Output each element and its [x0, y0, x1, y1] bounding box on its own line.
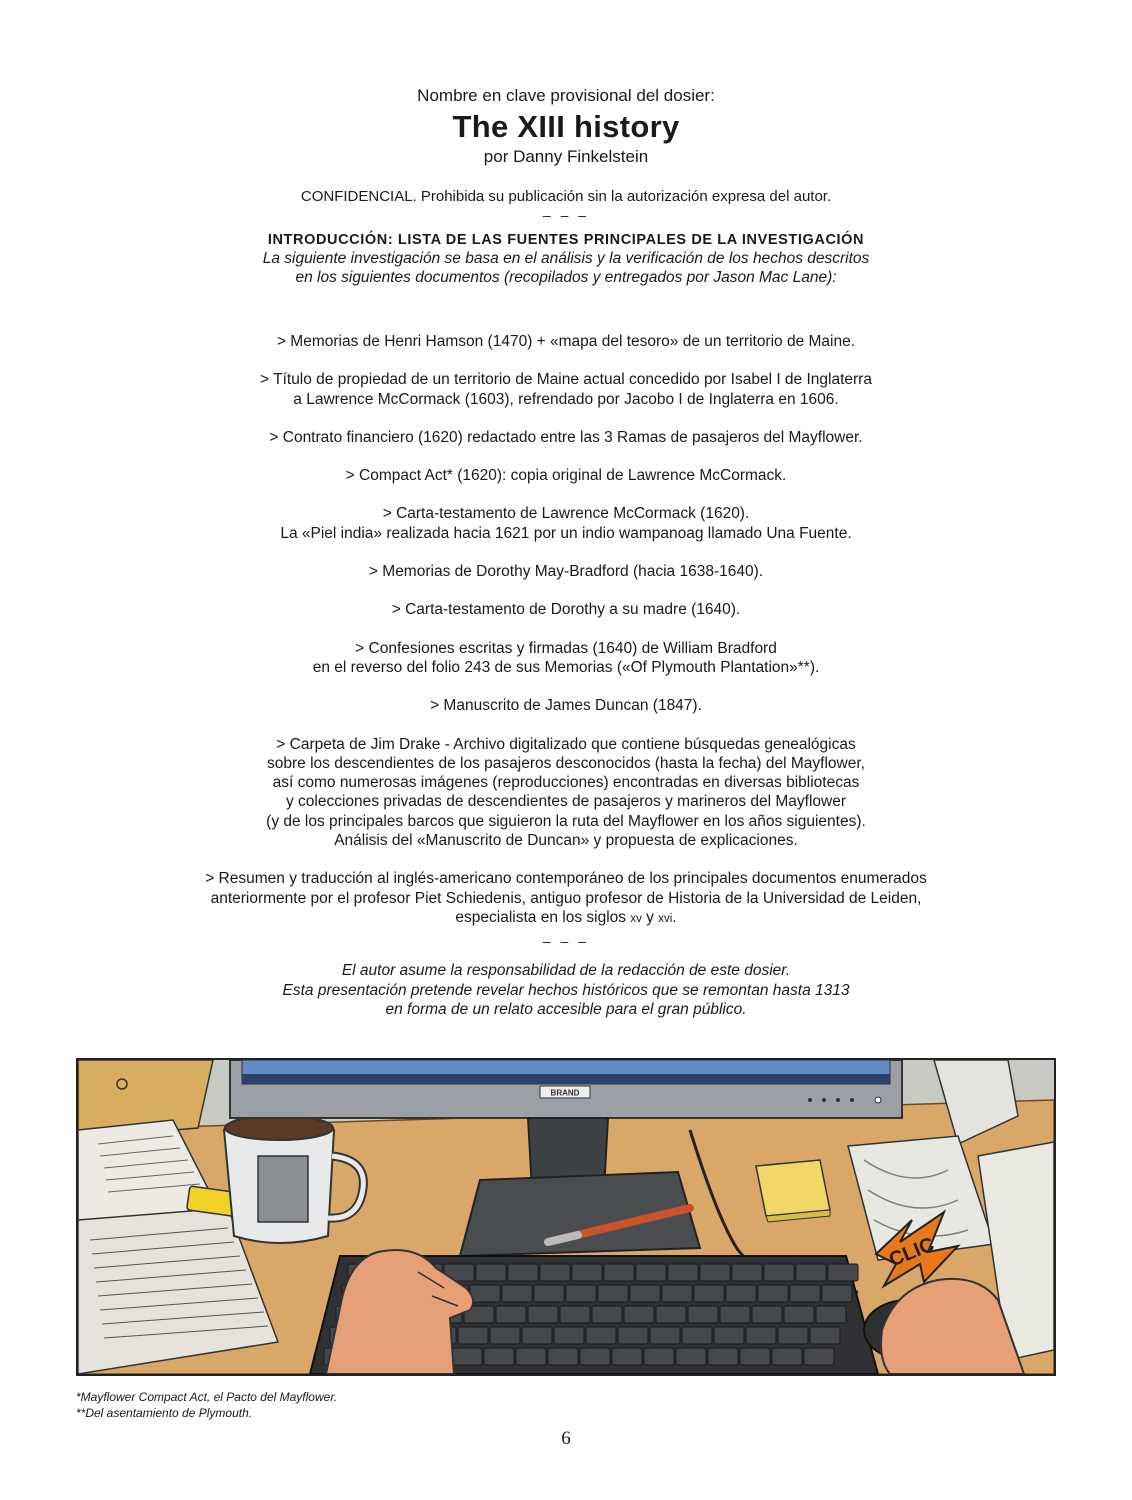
- keyboard-key: [560, 1306, 590, 1323]
- keyboard-key: [688, 1306, 718, 1323]
- keyboard-key: [534, 1285, 564, 1302]
- taskbar: [242, 1074, 890, 1084]
- keyboard-key: [586, 1327, 616, 1344]
- source-line: > Carpeta de Jim Drake - Archivo digitalizado que contiene búsquedas genealógicas: [276, 735, 856, 753]
- keyboard-key: [772, 1348, 802, 1365]
- source-line: Análisis del «Manuscrito de Duncan» y propuesta de explicaciones.: [334, 832, 798, 850]
- source-item: [0, 869, 1132, 929]
- keyboard-key: [458, 1327, 488, 1344]
- keyboard-key: [624, 1306, 654, 1323]
- keyboard-key: [612, 1348, 642, 1365]
- source-text: .: [672, 908, 677, 926]
- source-line: > Contrato financiero (1620) redactado entre las 3 Ramas de pasajeros del Mayflower.: [269, 428, 863, 446]
- source-line: > Confesiones escritas y firmadas (1640) de William Bradford: [355, 639, 777, 657]
- keyboard-key: [804, 1348, 834, 1365]
- keyboard-key: [656, 1306, 686, 1323]
- keyboard-key: [784, 1306, 814, 1323]
- keyboard-key: [822, 1285, 852, 1302]
- keyboard-key: [598, 1285, 628, 1302]
- keyboard-key: [522, 1327, 552, 1344]
- keyboard-key: [828, 1264, 858, 1281]
- keyboard-key: [508, 1264, 538, 1281]
- keyboard-key: [580, 1348, 610, 1365]
- keyboard-key: [516, 1348, 546, 1365]
- century-xv: xv: [630, 912, 642, 925]
- keyboard-key: [470, 1285, 500, 1302]
- keyboard-key: [548, 1348, 578, 1365]
- dossier-byline: por Danny Finkelstein: [483, 147, 649, 166]
- keyboard-key: [566, 1285, 596, 1302]
- source-line: La «Piel india» realizada hacia 1621 por un indio wampanoag llamado Una Fuente.: [280, 524, 852, 542]
- source-line: (y de los principales barcos que siguieron la ruta del Mayflower en los años siguientes).: [266, 812, 866, 830]
- source-line: > Memorias de Henri Hamson (1470) + «mapa del tesoro» de un territorio de Maine.: [276, 333, 856, 350]
- monitor-button: [822, 1098, 826, 1102]
- keyboard-key: [700, 1264, 730, 1281]
- keyboard-key: [592, 1306, 622, 1323]
- keyboard-key: [752, 1306, 782, 1323]
- source-item: [0, 332, 1132, 351]
- keyboard-key: [746, 1327, 776, 1344]
- keyboard-key: [604, 1264, 634, 1281]
- keyboard-key: [650, 1327, 680, 1344]
- source-item: [0, 466, 1132, 485]
- intro-heading: INTRODUCCIÓN: LISTA DE LAS FUENTES PRINCIPALES DE LA INVESTIGACIÓN: [267, 232, 865, 248]
- keyboard-key: [502, 1285, 532, 1302]
- keyboard-key: [726, 1285, 756, 1302]
- keyboard-key: [740, 1348, 770, 1365]
- monitor-brand: BRAND: [550, 1088, 580, 1098]
- keyboard-key: [708, 1348, 738, 1365]
- keyboard-key: [490, 1327, 520, 1344]
- document-body: [0, 84, 1132, 1019]
- source-line: > Memorias de Dorothy May-Bradford (hacia 1638-1640).: [368, 563, 764, 581]
- keyboard-key: [644, 1348, 674, 1365]
- keyboard-key: [540, 1264, 570, 1281]
- keyboard-key: [636, 1264, 666, 1281]
- keyboard-key: [618, 1327, 648, 1344]
- sticky-notes: [756, 1160, 830, 1216]
- mug-coffee: [225, 1116, 333, 1140]
- keyboard-key: [778, 1327, 808, 1344]
- source-line: > Compact Act* (1620): copia original de Lawrence McCormack.: [345, 467, 787, 485]
- keyboard-key: [790, 1285, 820, 1302]
- source-item: [0, 504, 1132, 543]
- sfx-clic: CLIC: [885, 1233, 938, 1272]
- keyboard-key: [476, 1264, 506, 1281]
- source-item: [0, 562, 1132, 581]
- source-line: sobre los descendientes de los pasajeros desconocidos (hasta la fecha) del Mayflower,: [267, 754, 865, 772]
- footnote: *Mayflower Compact Act, el Pacto del Mayflower.: [76, 1390, 338, 1404]
- monitor-button: [808, 1098, 812, 1102]
- closing-line: Esta presentación pretende revelar hechos históricos que se remontan hasta 1313: [282, 981, 850, 999]
- keyboard-key: [572, 1264, 602, 1281]
- comic-panel: [76, 1058, 1056, 1376]
- separator: – – –: [542, 207, 590, 223]
- keyboard-key: [758, 1285, 788, 1302]
- keyboard-key: [682, 1327, 712, 1344]
- closing-line: en forma de un relato accesible para el gran público.: [385, 1000, 747, 1018]
- intro-line: en los siguientes documentos (recopilados y entregados por Jason Mac Lane):: [295, 269, 837, 286]
- source-line: anteriormente por el profesor Piet Schiedenis, antiguo profesor de Historia de la Universidad de Leiden,: [210, 889, 922, 907]
- separator: – – –: [542, 933, 590, 950]
- source-line: > Manuscrito de James Duncan (1847).: [430, 697, 702, 715]
- monitor-button: [850, 1098, 854, 1102]
- footnotes: [76, 1389, 337, 1421]
- source-line: > Carta-testamento de Dorothy a su madre (1640).: [391, 601, 741, 619]
- sources-list: [0, 332, 1132, 929]
- source-item: [0, 600, 1132, 619]
- source-line: [0, 908, 1132, 929]
- source-item: [0, 639, 1132, 678]
- source-text: y: [641, 908, 659, 926]
- keyboard-key: [764, 1264, 794, 1281]
- keyboard-key: [452, 1348, 482, 1365]
- confidential-notice: CONFIDENCIAL. Prohibida su publicación sin la autorización expresa del autor.: [300, 188, 832, 205]
- keyboard-key: [484, 1348, 514, 1365]
- source-line: > Resumen y traducción al inglés-americano contemporáneo de los principales documentos enumerados: [205, 870, 927, 888]
- source-line: a Lawrence McCormack (1603), refrendado por Jacobo I de Inglaterra en 1606.: [293, 390, 839, 408]
- source-text: especialista en los siglos: [455, 908, 631, 926]
- keyboard-key: [816, 1306, 846, 1323]
- keyboard-key: [694, 1285, 724, 1302]
- keyboard-key: [630, 1285, 660, 1302]
- keyboard-key: [554, 1327, 584, 1344]
- keyboard-key: [720, 1306, 750, 1323]
- keyboard-key: [810, 1327, 840, 1344]
- footnote: **Del asentamiento de Plymouth.: [76, 1406, 253, 1420]
- desk-illustration: [78, 1060, 1054, 1374]
- monitor-button: [836, 1098, 840, 1102]
- keyboard-key: [662, 1285, 692, 1302]
- power-button: [875, 1097, 881, 1103]
- source-line: en el reverso del folio 243 de sus Memorias («Of Plymouth Plantation»**).: [312, 658, 820, 676]
- source-item: [0, 370, 1132, 409]
- dossier-title: The XIII history: [452, 109, 680, 144]
- keyboard-key: [714, 1327, 744, 1344]
- century-xvi: xvi: [658, 912, 673, 925]
- keyboard-key: [796, 1264, 826, 1281]
- source-line: así como numerosas imágenes (reproducciones) encontradas en diversas bibliotecas: [272, 774, 860, 792]
- keyboard-key: [732, 1264, 762, 1281]
- source-line: y colecciones privadas de descendientes de pasajeros y marineros del Mayflower: [285, 793, 846, 811]
- source-item: [0, 428, 1132, 447]
- keyboard-key: [528, 1306, 558, 1323]
- source-item: [0, 696, 1132, 715]
- page-number: 6: [561, 1428, 571, 1449]
- closing-paragraph: [0, 961, 1132, 1019]
- dossier-pretitle: Nombre en clave provisional del dosier:: [417, 86, 715, 105]
- source-line: > Título de propiedad de un territorio de Maine actual concedido por Isabel I de Inglaterra: [260, 371, 872, 389]
- keyboard-key: [668, 1264, 698, 1281]
- closing-line: El autor asume la responsabilidad de la redacción de este dosier.: [341, 962, 791, 980]
- keyboard-key: [496, 1306, 526, 1323]
- intro-line: La siguiente investigación se basa en el análisis y la verificación de los hechos descritos: [262, 250, 870, 267]
- source-item: [0, 735, 1132, 851]
- source-line: > Carta-testamento de Lawrence McCormack (1620).: [382, 505, 750, 523]
- mug-print: [258, 1156, 308, 1222]
- keyboard-key: [676, 1348, 706, 1365]
